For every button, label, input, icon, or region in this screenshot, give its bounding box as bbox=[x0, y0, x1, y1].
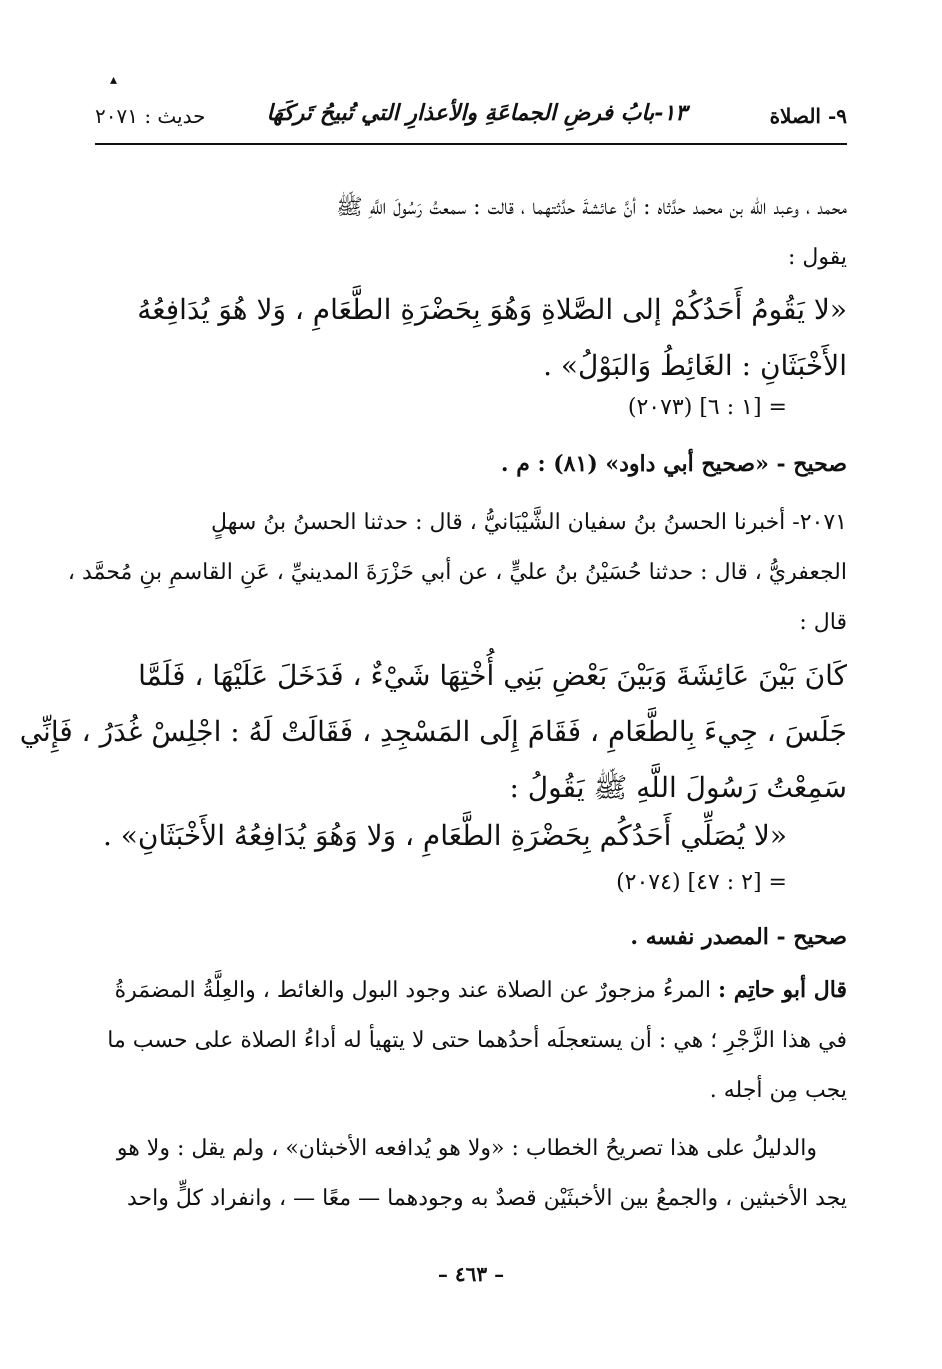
matn-line: «لا يُصَلِّي أَحَدُكُم بِحَضْرَةِ الطَّعَامِ ، وَلا وَهُوَ يُدَافِعُهُ الأَخْبَثَانِ» . bbox=[103, 819, 787, 852]
story-line: سَمِعْتُ رَسُولَ اللَّهِ ﷺ يَقُولُ : bbox=[509, 771, 847, 804]
reference-2073 bbox=[95, 395, 847, 420]
story-line: جَلَسَ ، جِيءَ بِالطَّعَامِ ، فَقَامَ إِلَى المَسْجِدِ ، فَقَالَتْ لَهُ : اجْلِسْ غُدَرُ ، فَإِنِّي bbox=[19, 715, 847, 748]
commentary-line: والدليلُ على هذا تصريحُ الخطاب : «ولا هو يُدافعه الأخبثان» ، ولم يقل : ولا هو bbox=[116, 1136, 817, 1161]
isnad-2071 bbox=[67, 498, 847, 648]
story-line: كَانَ بَيْنَ عَائِشَةَ وَبَيْنَ بَعْضِ بَنِي أُخْتِهَا شَيْءٌ ، فَدَخَلَ عَلَيْهَا ، فَلَمَّا bbox=[138, 659, 847, 692]
matn-2073 bbox=[95, 282, 847, 394]
reference: = [١ : ٦] (٢٠٧٣) bbox=[627, 395, 787, 420]
header-rule bbox=[95, 143, 847, 145]
grade: صحيح - «صحيح أبي داود» (٨١) : م . bbox=[500, 451, 847, 477]
matn-2071 bbox=[95, 808, 847, 864]
isnad-line: قال : bbox=[799, 610, 847, 635]
commentary-line bbox=[95, 965, 847, 1016]
page-number: – ٤٦٣ – bbox=[437, 1262, 505, 1286]
isnad-line: محمد ، وعبد اللّه بن محمد حدَّثاه : أنَّ عائشةَ حدَّثتهما ، قالت : سمعتُ رَسُولَ اللَّهِ ﷺ bbox=[336, 195, 847, 220]
hadith-number: حديث : ٢٠٧١ bbox=[95, 104, 206, 128]
commentary-line: في هذا الزَّجْرِ ؛ هي : أن يستعجلَه أحدُهما حتى لا يتهيأ له أداءُ الصلاة على حسب ما bbox=[107, 1028, 847, 1053]
chapter-title: ٩- الصلاة bbox=[769, 104, 847, 128]
margin-mark: ▴ bbox=[110, 72, 118, 88]
grade: صحيح - المصدر نفسه . bbox=[630, 924, 847, 950]
commentary bbox=[95, 965, 847, 1224]
matn-line: الأَخْبَثَانِ : الغَائِطُ وَالبَوْلُ» . bbox=[543, 349, 847, 382]
isnad-line: الجعفريُّ ، قال : حدثنا حُسَيْنُ بنُ عليٍّ ، عن أبي حَزْرَةَ المدينيِّ ، عَنِ القاسمِ بنِ مُحمَّد ، bbox=[67, 560, 847, 585]
matn-line: «لا يَقُومُ أَحَدُكُمْ إلى الصَّلاةِ وَهُوَ بِحَضْرَةِ الطَّعَامِ ، وَلا هُوَ يُدَافِعُهُ bbox=[137, 293, 847, 326]
grade-2073 bbox=[95, 451, 847, 477]
running-header bbox=[95, 100, 847, 140]
story-2071 bbox=[19, 648, 847, 816]
isnad-line: يقول : bbox=[787, 245, 847, 270]
reference-2074 bbox=[95, 870, 847, 895]
isnad-2073 bbox=[95, 183, 847, 283]
commentary-line: يجد الأخبثين ، والجمعُ بين الأخبثَيْن قصدٌ به وجودهما — معًا — ، وانفراد كلٍّ واحد bbox=[126, 1186, 847, 1211]
isnad-line: ٢٠٧١- أخبرنا الحسنُ بنُ سفيان الشَّيْبَانيُّ ، قال : حدثنا الحسنُ بنُ سهلٍ bbox=[211, 510, 847, 535]
commentary-speaker: قال أبو حاتِم : bbox=[718, 977, 847, 1003]
commentary-text: المرءُ مزجورٌ عن الصلاة عند وجود البول والغائط ، والعِلَّةُ المضمَرةُ bbox=[114, 978, 712, 1003]
grade-2074 bbox=[95, 924, 847, 950]
reference: = [٢ : ٤٧] (٢٠٧٤) bbox=[616, 870, 787, 895]
commentary-line: يجب مِن أجله . bbox=[709, 1078, 847, 1103]
bab-title: ١٣-بابُ فرضِ الجماعَةِ والأعذارِ التي تُبيحُ تَركَهَا bbox=[266, 100, 687, 126]
